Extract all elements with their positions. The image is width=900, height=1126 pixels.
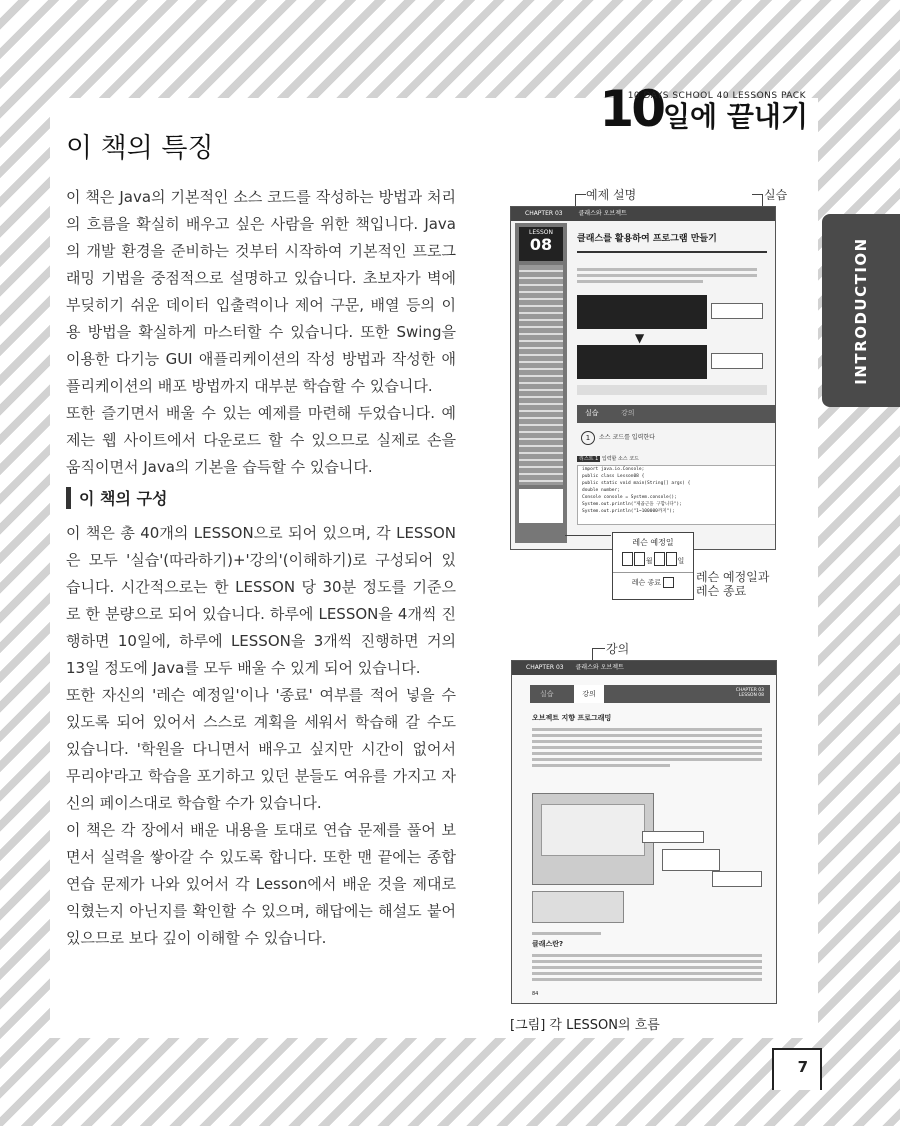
figure-caption: [그림] 각 LESSON의 흐름: [510, 1018, 660, 1033]
section-paragraph-3: 이 책은 각 장에서 배운 내용을 토대로 연습 문제를 풀어 보면서 실력을 쌓아갈 수 있도록 합니다. 또한 맨 끝에는 종합 연습 문제가 나와 있어서 각 Lesson에서 배운 것을 제대로 익혔는지 아닌지를 확인할 수 있으며, 해답에는 해설도 붙어 있으므로 보다 깊이 이해할 수 있습니다.: [66, 821, 456, 947]
tab-lecture: 강의: [574, 685, 604, 703]
lesson-badge: [519, 227, 563, 261]
tab-lecture: 강의: [621, 409, 635, 417]
note-box: [711, 353, 763, 369]
listing-label: [577, 455, 639, 462]
text-line: [532, 972, 762, 975]
lecture-text-block: [532, 929, 762, 938]
lecture-text-block: [532, 951, 762, 984]
text-line: [532, 960, 762, 963]
text-line: [532, 752, 762, 755]
day-box: [654, 552, 665, 566]
figure-chapter: CHAPTER 03: [526, 664, 564, 671]
dialog-screenshot: [532, 891, 624, 923]
callout-lecture-text: 강의: [606, 642, 630, 656]
note-box: [712, 871, 762, 887]
text-line: [532, 740, 762, 743]
figure-heading: 클래스를 활용하여 프로그램 만들기: [577, 234, 717, 244]
note-box: [662, 849, 720, 871]
page-number-box: [772, 1048, 822, 1090]
step-number: 1: [581, 431, 595, 445]
lesson-ref: CHAPTER 03 LESSON 08: [735, 688, 764, 698]
lesson-lecture-figure: [511, 660, 777, 1004]
text-line: [532, 758, 762, 761]
callout-schedule: [696, 570, 769, 598]
day-box: [666, 552, 677, 566]
side-tab-label: INTRODUCTION: [852, 236, 870, 385]
section-heading-text: 이 책의 구성: [79, 489, 168, 508]
text-line: [577, 280, 703, 283]
intro-paragraph-2: 또한 즐기면서 배울 수 있는 예제를 마련해 두었습니다. 예제는 웹 사이트에서 다운로드 할 수 있으므로 실제로 손을 움직이면서 Java의 기본을 습득할 수 있습니다.: [66, 404, 456, 476]
listing-number: 리스트 1: [579, 456, 599, 462]
console-screenshot: [577, 345, 707, 379]
month-box: [634, 552, 645, 566]
lecture-heading-2: 클래스란?: [532, 940, 564, 948]
heading-rule: [577, 251, 767, 253]
schedule-zoom: [612, 532, 694, 600]
figure-chapter: CHAPTER 03: [525, 210, 563, 217]
code-line: System.out.println("제곱근을 구합니다");: [582, 502, 682, 507]
finish-row: [613, 572, 693, 588]
window-screenshot: [532, 793, 654, 885]
heading-bar: [66, 487, 71, 509]
text-line: [532, 966, 762, 969]
schedule-label: 레슨 예정일: [632, 538, 674, 547]
note-box: [711, 303, 763, 319]
lesson-practice-figure: [510, 206, 776, 550]
finish-label: 레슨 종료: [631, 578, 662, 587]
series-subtitle: 10 DAYS SCHOOL 40 LESSONS PACK: [627, 91, 806, 101]
code-listing: [577, 465, 776, 525]
code-line: double number;: [582, 488, 620, 493]
text-line: [532, 932, 601, 935]
text-line: [532, 764, 670, 767]
intro-text: [66, 184, 456, 481]
page-title: 이 책의 특징: [66, 133, 214, 164]
down-arrow-icon: ▼: [635, 331, 645, 345]
month-box: [622, 552, 633, 566]
text-line: [532, 954, 762, 957]
schedule-boxes: [613, 552, 693, 566]
figure-page-number: 84: [532, 991, 539, 997]
code-line: Console console = System.console();: [582, 495, 677, 500]
callout-practice: [764, 186, 787, 203]
lesson-badge-label: LESSON: [529, 229, 553, 236]
note-box: [642, 831, 704, 843]
day-label: 일: [677, 557, 685, 565]
page-number: 7: [797, 1058, 808, 1076]
file-path-bar: [577, 385, 767, 395]
lesson-list: [519, 265, 563, 485]
figure-chapter-title: 클래스와 오브젝트: [578, 210, 627, 217]
tab-practice: 실습: [540, 690, 554, 698]
side-tab-introduction: [822, 214, 900, 407]
series-number: 10: [599, 80, 663, 138]
text-line: [532, 728, 762, 731]
window-pane: [541, 804, 645, 856]
callout-schedule-line-1: 레슨 예정일과: [696, 570, 770, 584]
lecture-tab-bar: [530, 685, 770, 703]
intro-paragraph-1: 이 책은 Java의 기본적인 소스 코드를 작성하는 방법과 처리의 흐름을 확실히 배우고 싶은 사람을 위한 책입니다. Java의 개발 환경을 준비하는 것부터 시작하여 기본적인 프로그래밍 기법을 중점적으로 설명하고 있습니다. 초보자가 벽에 부딪히기 쉬운 데이터 입출력이나 제어 구문, 배열 등의 이용 방법을 확실하게 마스터할 수 있습니다. 또한 Swing을 이용한 다기능 GUI 애플리케이션의 작성 방법과 작성한 애플리케이션의 배포 방법까지 대부분 학습할 수 있습니다.: [66, 188, 456, 395]
code-line: public class Lesson08 {: [582, 474, 645, 479]
step-text: 소스 코드를 입력한다: [599, 434, 655, 441]
section-paragraph-2: 또한 자신의 '레슨 예정일'이나 '종료' 여부를 적어 넣을 수 있도록 되어 있어서 스스로 계획을 세워서 학습해 갈 수도 있습니다. '학원을 다니면서 배우고 싶지만 시간이 없어서 무리야'라고 학습을 포기하고 있던 분들도 여유를 가지고 자신의 페이스대로 학습할 수가 있습니다.: [66, 686, 456, 812]
section-heading: [66, 486, 167, 509]
text-line: [532, 746, 762, 749]
finish-checkbox: [663, 577, 674, 588]
callout-lecture: [606, 640, 629, 657]
callout-example-text: 예제 설명: [586, 188, 637, 202]
series-title-text: 일에 끝내기: [663, 100, 808, 133]
section-paragraph-1: 이 책은 총 40개의 LESSON으로 되어 있으며, 각 LESSON은 모두 '실습'(따라하기)+'강의'(이해하기)로 구성되어 있습니다. 시간적으로는 한 LESSON 당 30분 정도를 기준으로 한 분량으로 되어 있습니다. 하루에 LESSON을 4개씩 진행하면 10일에, 하루에 LESSON을 3개씩 진행하면 거의 13일 정도에 Java를 모두 배울 수 있게 되어 있습니다.: [66, 524, 456, 677]
zoom-line: [565, 535, 611, 546]
callout-practice-text: 실습: [764, 188, 788, 202]
figure-chapter-title: 클래스와 오브젝트: [575, 664, 624, 671]
callout-example: [586, 186, 636, 203]
code-line: System.out.println("1~100000까지");: [582, 509, 675, 514]
text-line: [532, 978, 762, 981]
sidebar-schedule-box: [519, 489, 563, 523]
figure-header: [511, 207, 775, 221]
figure-text-lines: [577, 265, 757, 286]
schedule-sidebar: [515, 223, 567, 543]
code-line: public static void main(String[] args) {: [582, 481, 691, 486]
figure-header: [512, 661, 776, 675]
lecture-heading-1: 오브젝트 지향 프로그래밍: [532, 714, 612, 722]
lesson-badge-number: 08: [529, 235, 553, 254]
month-label: 월: [645, 557, 653, 565]
code-line: import java.io.Console;: [582, 467, 645, 472]
text-line: [577, 268, 757, 271]
text-line: [577, 274, 757, 277]
practice-tab-bar: [577, 405, 775, 423]
console-screenshot: [577, 295, 707, 329]
listing-title: 입력할 소스 코드: [601, 456, 639, 462]
callout-schedule-line-2: 레슨 종료: [696, 584, 747, 598]
lecture-text-block: [532, 725, 762, 770]
series-logo: [599, 80, 808, 140]
tab-practice: 실습: [585, 409, 599, 417]
text-line: [532, 734, 762, 737]
section-text: [66, 520, 456, 952]
